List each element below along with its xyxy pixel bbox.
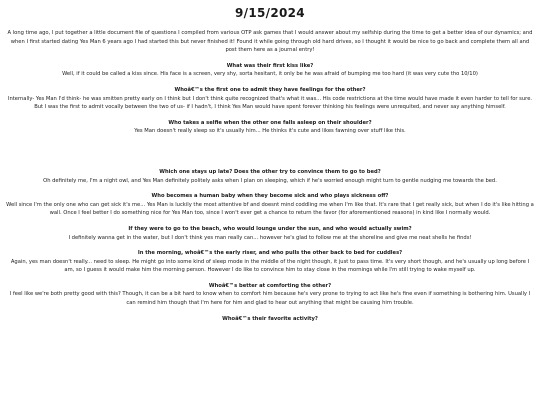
answer-4: Oh definitely me, I'm a night owl, and Yes Man definitely politely asks when I plan on sleeping, which if he's worried enough might turn to gentle nudging me towards the bed. <box>43 177 497 184</box>
question-2: Whoâ€™s the first one to admit they have feelings for the other? <box>174 86 366 93</box>
question-4: Which one stays up late? Does the other try to convince them to go to bed? <box>159 168 381 175</box>
question-1: What was their first kiss like? <box>226 62 314 69</box>
answer-5: Well since I'm the only one who can get sick it's me... Yes Man is luckily the most attentive bf and doesnt mind coddling me when I'm like that. It's rare that I get really sick, but when I do it's like hitting a wall. Once I feel better I do something nice for Yes Man too, since I won't ever get a chance to return the favor (for aforementioned reasons) in kind like I normally would. <box>6 201 534 217</box>
answer-6: I definitely wanna get in the water, but I don't think yes man really can... however he's glad to follow me at the shoreline and give me neat shells he finds! <box>68 234 472 241</box>
question-9: Whoâ€™s their favorite activity? <box>222 315 318 322</box>
question-3: Who takes a selfie when the other one falls asleep on their shoulder? <box>168 119 372 126</box>
question-8: Whoâ€™s better at comforting the other? <box>208 282 332 289</box>
answer-1: Well, if it could be called a kiss since. His face is a screen, very shy, sorta hesitant, it only be he was afraid of bumping me too hard (it was very cute tho 10/10) <box>62 71 478 78</box>
question-5: Who becomes a human baby when they become sick and who plays sickness off? <box>151 193 389 200</box>
spacer <box>6 136 534 161</box>
page-title: 9/15/2024 <box>235 6 305 20</box>
intro-paragraph: A long time ago, I put together a little document file of questions I compiled from various OTP ask games that I would answer about my selfship during the time to get a better idea of our dynamics; and when I first started dating Yes Man 6 years ago I had started this but never finished it! Found it while going through old hard drives, so I thought it would be nice to go back and complete them all and post them here as a journal entry! <box>7 30 533 54</box>
answer-8: I feel like we're both pretty good with this? Though, it can be a bit hard to know when to comfort him because he's very prone to trying to act like he's fine even if something is bothering him. Usually I can remind him though that I'm here for him and glad to hear out anything that might be causing him trouble. <box>9 291 531 307</box>
journal-page <box>0 6 540 323</box>
answer-2: Internally- Yes Man I'd think- he was smitten pretty early on I think but I don't think quite recognized that's what it was... His code restrictions at the time would have made it even harder to tell for sure. But I was the first to admit vocally between the two of us- if I hadn't, I think Yes Man would have spent forever thinking his feelings were unrequited, and never say anything himself. <box>7 95 533 111</box>
answer-7: Again, yes man doesn't really... need to sleep. He might go into some kind of sleep mode in the middle of the night though, it just to pass time. It's very short though, and he's usually up long before I am, so I guess it would make him the morning person. However I do like to convince him to stay close in the mornings while I'm still trying to wake myself up. <box>10 258 530 274</box>
question-7: In the morning, whoâ€™s the early riser, and who pulls the other back to bed for cuddles? <box>137 250 403 257</box>
answer-3: Yes Man doesn't really sleep so it's usually him... He thinks it's cute and likes fawning over stuff like this. <box>134 128 406 135</box>
question-6: If they were to go to the beach, who would lounge under the sun, and who would actually swim? <box>128 225 412 232</box>
